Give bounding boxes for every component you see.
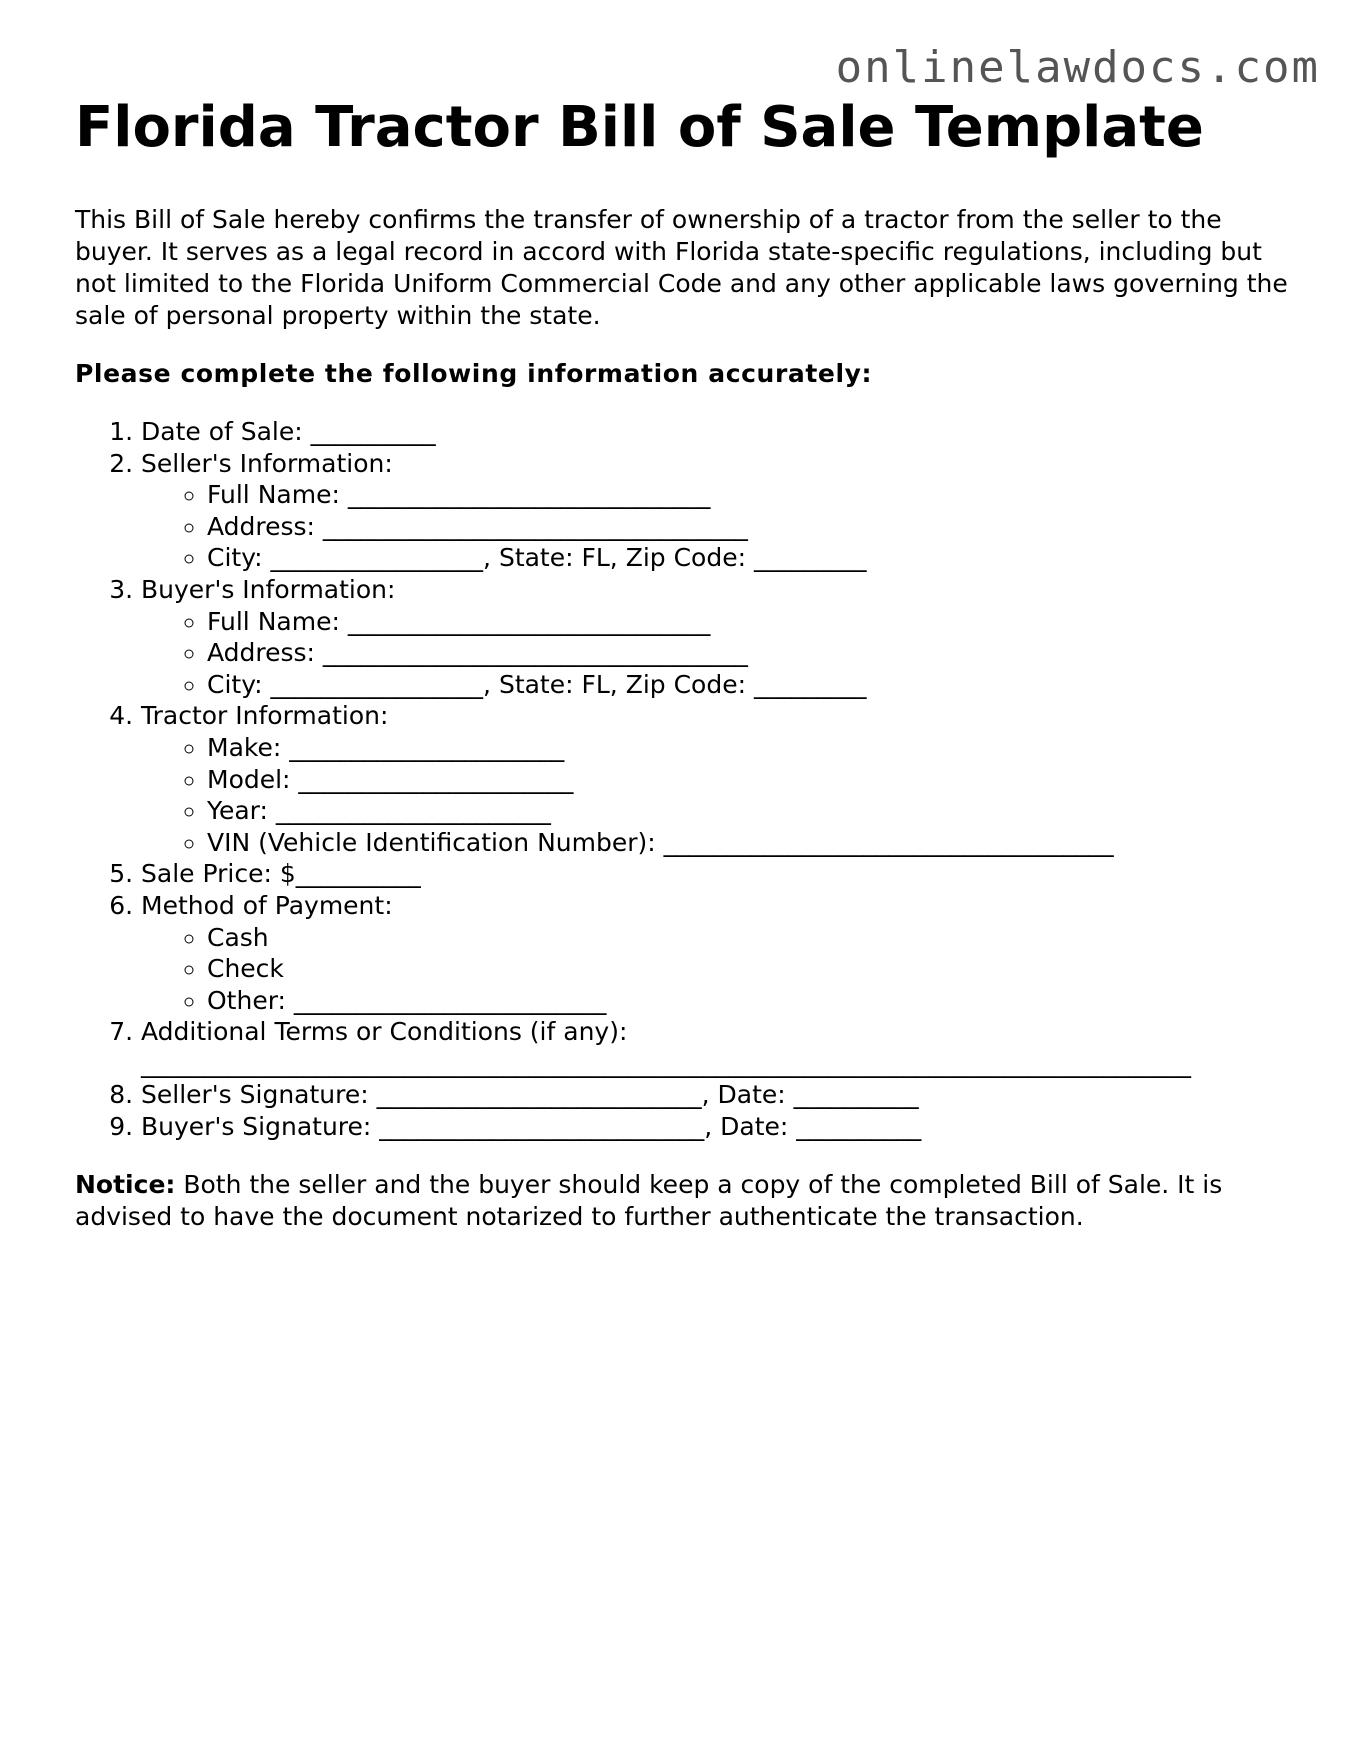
notice-text: Both the seller and the buyer should keep a copy of the completed Bill of Sale. It is advised to have the document notarized to further authenticate the transaction. [75,1169,1223,1231]
tractor-vin-field: ◦ VIN (Vehicle Identification Number): ____________________________________ [207,827,1290,859]
payment-method-list [141,922,1290,1017]
document-page [75,90,1290,1233]
seller-information-heading: Seller's Information: [141,448,393,478]
buyer-information-section [141,574,1290,700]
tractor-year-field: ◦ Year: ______________________ [207,795,1290,827]
additional-terms-section [141,1016,1290,1079]
tractor-information-heading: Tractor Information: [141,701,389,731]
buyer-information-list [141,606,1290,701]
payment-option-check: ◦ Check [207,953,1290,985]
instructions-heading: Please complete the following information accurately: [75,359,873,388]
payment-option-other: ◦ Other: _________________________ [207,985,1290,1017]
buyer-information-heading: Buyer's Information: [141,574,396,604]
notice-paragraph [75,1169,1290,1233]
seller-information-section [141,448,1290,574]
seller-signature-field: 8. Seller's Signature: __________________________, Date: __________ [141,1079,1290,1111]
notice-label: Notice: [75,1169,176,1199]
tractor-information-section [141,700,1290,858]
additional-terms-line: ____________________________________________________________________________________ [141,1048,1191,1078]
tractor-model-field: ◦ Model: ______________________ [207,764,1290,796]
sale-price-field: 5. Sale Price: $__________ [141,858,1290,890]
intro-paragraph: This Bill of Sale hereby confirms the transfer of ownership of a tractor from the seller to the buyer. It serves as a legal record in accord with Florida state-specific regulations, including but not limited to the Florida Uniform Commercial Code and any other applicable laws governing the sale of personal property within the state. [75,205,1288,330]
seller-information-list [141,479,1290,574]
payment-method-heading: Method of Payment: [141,890,393,920]
seller-city-state-zip-field: ◦ City: _________________, State: FL, Zip Code: _________ [207,542,1290,574]
seller-full-name-field: ◦ Full Name: _____________________________ [207,479,1290,511]
tractor-information-list [141,732,1290,858]
site-watermark: onlinelawdocs.com [835,42,1320,93]
buyer-address-field: ◦ Address: __________________________________ [207,637,1290,669]
form-fields-list [75,416,1290,1143]
additional-terms-heading: Additional Terms or Conditions (if any): [141,1017,628,1047]
payment-option-cash: ◦ Cash [207,922,1290,954]
buyer-full-name-field: ◦ Full Name: _____________________________ [207,606,1290,638]
buyer-city-state-zip-field: ◦ City: _________________, State: FL, Zip Code: _________ [207,669,1290,701]
tractor-make-field: ◦ Make: ______________________ [207,732,1290,764]
payment-method-section [141,890,1290,1016]
seller-address-field: ◦ Address: __________________________________ [207,511,1290,543]
buyer-signature-field: 9. Buyer's Signature: __________________________, Date: __________ [141,1111,1290,1143]
date-of-sale-field: 1. Date of Sale: __________ [141,416,1290,448]
page-title: Florida Tractor Bill of Sale Template [75,95,1204,160]
